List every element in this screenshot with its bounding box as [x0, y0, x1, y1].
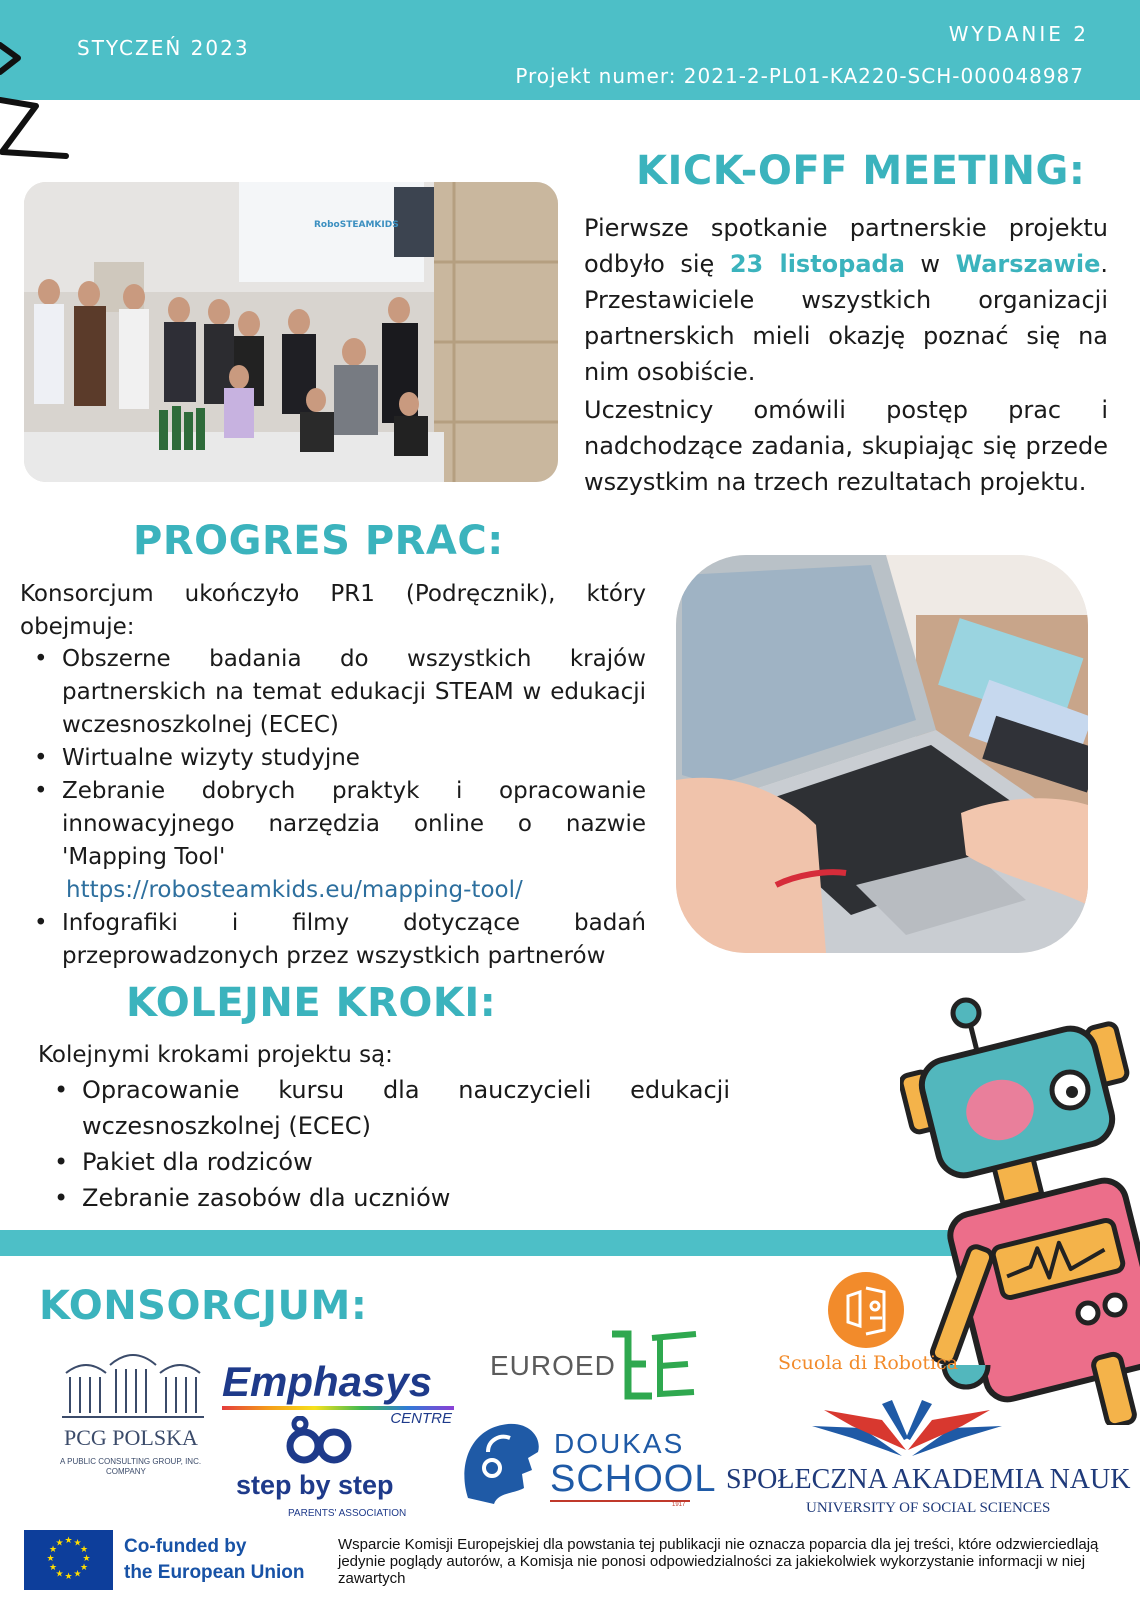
san-name: SPOŁECZNA AKADEMIA NAUK: [726, 1464, 1131, 1495]
eu-flag-icon: [24, 1530, 113, 1590]
doukas-name: DOUKAS: [554, 1428, 685, 1459]
doukas-year: 1917: [672, 1502, 686, 1508]
mapping-tool-link[interactable]: https://robosteamkids.eu/mapping-tool/: [66, 877, 523, 903]
list-item: [20, 907, 646, 973]
list-item: [40, 1072, 730, 1144]
issue-edition: WYDANIE 2: [948, 22, 1089, 46]
kickoff-paragraph-1: [584, 210, 1108, 390]
scuola-name: Scuola di Robotica: [778, 1352, 959, 1374]
stepbystep-mark-icon: [282, 1416, 362, 1466]
euroed-name: EUROED: [490, 1350, 616, 1381]
eu-disclaimer: Wsparcie Komisji Europejskiej dla powstania tej publikacji nie oznacza poparcia dla jej treści, które odzwierciedlają jedynie poglądy autorów, a Komisja nie ponosi odpowiedzialności za jakiekolwiek wykorzystanie informacji w niej zawartych: [338, 1536, 1099, 1587]
emphasys-sub: CENTRE: [390, 1410, 452, 1427]
header-bar: [0, 0, 1140, 100]
svg-text:★: ★: [48, 1545, 58, 1555]
svg-text:★: ★: [55, 1538, 64, 1549]
cofunded-line-1: Co-funded by: [124, 1536, 247, 1557]
kickoff-text: Pierwsze spotkanie partnerskie projektu odbyło się: [584, 214, 1108, 278]
project-number: Projekt numer: 2021-2-PL01-KA220-SCH-000048987: [515, 64, 1084, 88]
kickoff-text: w: [904, 250, 956, 278]
bullet-icon: •: [34, 745, 48, 771]
stepbystep-logo: [236, 1416, 426, 1522]
kickoff-text: . Przestawiciele wszystkich organizacji partnerskich mieli okazję poznać się na nim osobiście.: [584, 250, 1108, 386]
euroed-ee-icon: [608, 1330, 700, 1400]
scuola-face-icon: [826, 1270, 906, 1350]
euroed-logo: [490, 1330, 710, 1400]
bullet-icon: •: [54, 1184, 69, 1212]
list-item-text: Zebranie zasobów dla uczniów: [82, 1184, 451, 1212]
san-book-icon: [812, 1398, 1002, 1460]
divider-band: [0, 1230, 980, 1256]
pcg-name: PCG POLSKA: [64, 1425, 198, 1450]
doukas-head-icon: [458, 1418, 544, 1508]
svg-text:★: ★: [73, 1538, 82, 1549]
svg-text:★: ★: [79, 1545, 89, 1555]
meeting-date: 23 listopada: [729, 250, 905, 278]
pcg-subtitle-1: A PUBLIC CONSULTING GROUP, INC.: [60, 1457, 202, 1466]
scuola-di-robotica-logo: [778, 1270, 958, 1374]
emphasys-logo: [222, 1358, 458, 1427]
svg-text:★: ★: [55, 1569, 64, 1580]
kolejne-list: [40, 1072, 730, 1216]
bullet-icon: •: [34, 910, 48, 936]
list-item-text: Infografiki i filmy dotyczące badań przeprowadzonych przez wszystkich partnerów: [62, 910, 646, 969]
cofunded-label: [124, 1534, 305, 1586]
doukas-school: SCHOOL: [550, 1458, 717, 1500]
progres-heading: PROGRES PRAC:: [133, 518, 504, 564]
svg-text:★: ★: [64, 1536, 73, 1546]
stepbystep-sub: PARENTS' ASSOCIATION: [288, 1508, 407, 1519]
cofunded-line-2: the European Union: [124, 1562, 305, 1583]
list-item-text: Opracowanie kursu dla nauczycieli edukacji wczesnoszkolnej (ECEC): [82, 1076, 730, 1140]
doukas-underline: [550, 1500, 690, 1502]
laptop-photo: [676, 555, 1088, 953]
list-item-text: Zebranie dobrych praktyk i opracowanie innowacyjnego narzędzia online o nazwie 'Mapping Tool': [62, 778, 646, 870]
kolejne-intro: Kolejnymi krokami projektu są:: [38, 1042, 393, 1068]
list-item: [20, 742, 646, 775]
svg-text:★: ★: [82, 1554, 91, 1564]
san-logo: [726, 1398, 1131, 1518]
svg-text:★: ★: [46, 1554, 55, 1564]
kickoff-meeting-photo: [24, 182, 558, 482]
konsorcjum-heading: KONSORCJUM:: [39, 1283, 368, 1329]
list-item-text: Wirtualne wizyty studyjne: [62, 745, 360, 771]
progres-list: [20, 643, 646, 973]
bullet-icon: •: [34, 778, 48, 804]
svg-text:★: ★: [48, 1563, 58, 1573]
pcg-polska-logo: [58, 1343, 208, 1483]
issue-date: STYCZEŃ 2023: [77, 36, 250, 60]
screen-text: RoboSTEAMKIDS: [314, 220, 399, 230]
svg-text:★: ★: [73, 1569, 82, 1580]
zigzag-doodle-icon: [0, 40, 80, 170]
emphasys-name: Emphasys: [222, 1358, 433, 1405]
meeting-city: Warszawie: [955, 250, 1101, 278]
san-subtitle: UNIVERSITY OF SOCIAL SCIENCES: [806, 1500, 1051, 1516]
doukas-school-logo: [458, 1418, 717, 1508]
kolejne-heading: KOLEJNE KROKI:: [126, 980, 497, 1026]
list-item-text: Obszerne badania do wszystkich krajów partnerskich na temat edukacji STEAM w edukacji wczesnoszkolnej (ECEC): [62, 646, 646, 738]
list-item: [40, 1144, 730, 1180]
list-item-text: Pakiet dla rodziców: [82, 1148, 313, 1176]
bullet-icon: •: [54, 1076, 69, 1104]
svg-text:★: ★: [64, 1572, 73, 1582]
bullet-icon: •: [54, 1148, 69, 1176]
list-item: [20, 643, 646, 742]
columns-icon: [58, 1343, 208, 1423]
svg-text:★: ★: [79, 1563, 89, 1573]
progres-intro: Konsorcjum ukończyło PR1 (Podręcznik), który obejmuje:: [20, 581, 646, 640]
list-item: [40, 1180, 730, 1216]
pcg-subtitle-2: COMPANY: [106, 1467, 146, 1476]
kickoff-paragraph-2: Uczestnicy omówili postęp prac i nadchodzące zadania, skupiając się przede wszystkim na trzech rezultatach projektu.: [584, 396, 1108, 496]
bullet-icon: •: [34, 646, 48, 672]
stepbystep-name: step by step: [236, 1470, 394, 1500]
kickoff-heading: KICK-OFF MEETING:: [636, 148, 1086, 194]
list-item: [20, 775, 646, 907]
